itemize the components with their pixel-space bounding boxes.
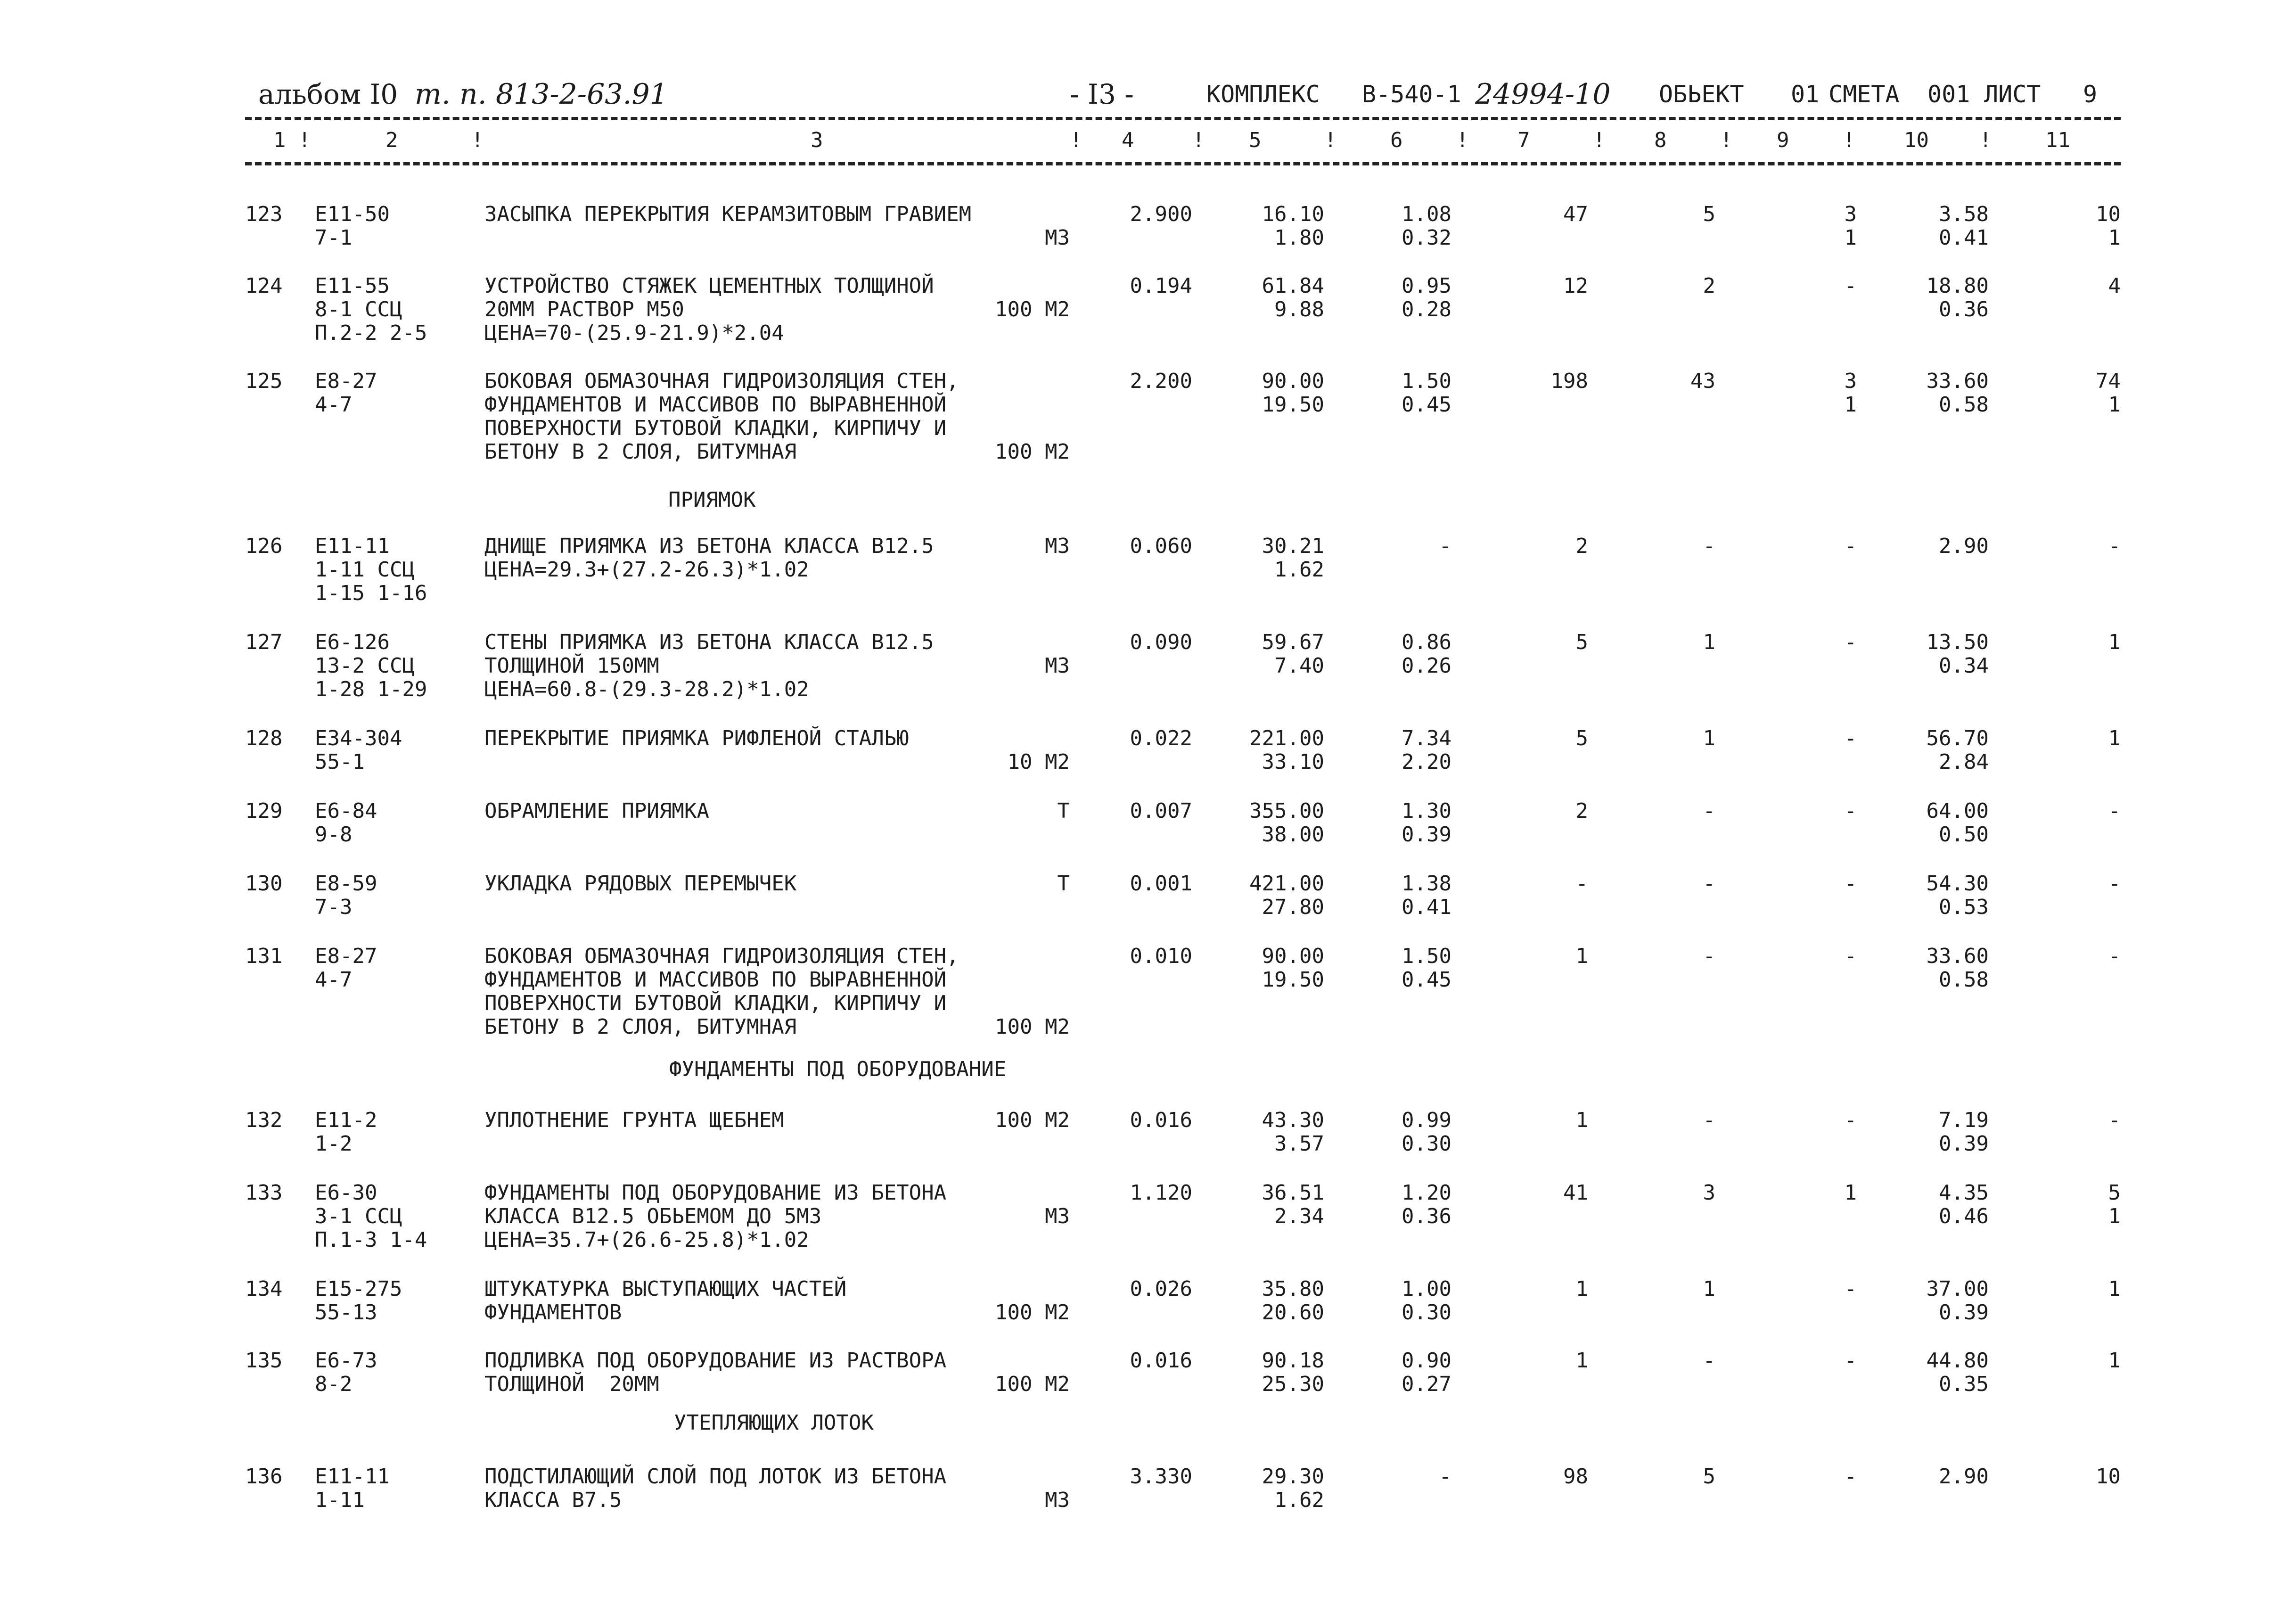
cell-unit: 10 М2 — [1007, 750, 1070, 774]
col-4: 4 — [1122, 128, 1134, 152]
cell-c9: - — [1844, 630, 1857, 654]
cell-c11: - — [2108, 872, 2121, 896]
album-label: альбом I0 — [258, 78, 398, 110]
cell-price: 30.21 1.62 — [1262, 534, 1324, 582]
cell-price: 90.00 19.50 — [1262, 369, 1324, 417]
cell-wage: 1.50 0.45 — [1402, 369, 1451, 417]
cell-desc: УКЛАДКА РЯДОВЫХ ПЕРЕМЫЧЕК — [484, 872, 797, 896]
cell-wage: 0.86 0.26 — [1402, 630, 1451, 678]
cell-desc: ЗАСЫПКА ПЕРЕКРЫТИЯ КЕРАМЗИТОВЫМ ГРАВИЕМ — [484, 202, 972, 226]
cell-wage: 0.95 0.28 — [1402, 274, 1451, 321]
cell-code: E11-55 8-1 ССЦ П.2-2 2-5 — [315, 274, 427, 345]
cell-code: E8-27 4-7 — [315, 369, 377, 417]
col-10-sep: ! — [1979, 128, 1992, 152]
cell-code: E6-84 9-8 — [315, 799, 377, 847]
cell-c9: - — [1844, 944, 1857, 968]
header-rule-top — [245, 117, 2121, 120]
col-10: 10 — [1904, 128, 1929, 152]
cell-c8: 3 — [1703, 1181, 1715, 1205]
cell-c8: - — [1703, 1108, 1715, 1132]
header-rule-bottom — [245, 162, 2121, 165]
cell-num: 126 — [245, 534, 283, 558]
cell-unit: 100 М2 — [995, 1372, 1070, 1396]
cell-c9: - — [1844, 274, 1857, 298]
cell-price: 61.84 9.88 — [1262, 274, 1324, 321]
cell-wage: 1.38 0.41 — [1402, 872, 1451, 919]
cell-desc: ШТУКАТУРКА ВЫСТУПАЮЩИХ ЧАСТЕЙ ФУНДАМЕНТОВ — [484, 1277, 847, 1325]
cell-unit: М3 — [1045, 534, 1070, 558]
cell-desc: ДНИЩЕ ПРИЯМКА ИЗ БЕТОНА КЛАССА В12.5 ЦЕНА=29.3+(27.2-26.3)*1.02 — [484, 534, 934, 582]
cell-c8: 2 — [1703, 274, 1715, 298]
sheet-num: 9 — [2083, 81, 2098, 108]
cell-c11: 1 — [2108, 1277, 2121, 1301]
cell-wage: 1.30 0.39 — [1402, 799, 1451, 847]
object-label: ОБЬЕКТ — [1659, 81, 1744, 108]
cell-c9: 3 1 — [1844, 202, 1857, 250]
cell-unit: 100 М2 — [995, 297, 1070, 321]
cell-price: 43.30 3.57 — [1262, 1108, 1324, 1156]
cell-num: 127 — [245, 630, 283, 654]
cell-c8: - — [1703, 872, 1715, 896]
cell-num: 133 — [245, 1181, 283, 1205]
cell-c10: 56.70 2.84 — [1926, 726, 1989, 774]
cell-c8: - — [1703, 534, 1715, 558]
cell-c7: 1 — [1575, 1108, 1588, 1132]
cell-unit: 100 М2 — [995, 1300, 1070, 1325]
cell-desc: ПОДСТИЛАЮЩИЙ СЛОЙ ПОД ЛОТОК ИЗ БЕТОНА КЛАССА В7.5 — [484, 1465, 947, 1512]
cell-c10: 54.30 0.53 — [1926, 872, 1989, 919]
cell-c7: 5 — [1575, 726, 1588, 750]
cell-c11: - — [2108, 799, 2121, 823]
cell-c10: 2.90 — [1939, 534, 1989, 558]
cell-unit: 100 М2 — [995, 1108, 1070, 1132]
cell-wage: 1.00 0.30 — [1402, 1277, 1451, 1325]
complex-code: В-540-1 — [1362, 81, 1461, 108]
cell-desc: УПЛОТНЕНИЕ ГРУНТА ЩЕБНЕМ — [484, 1108, 784, 1132]
cell-wage: 0.99 0.30 — [1402, 1108, 1451, 1156]
col-8: 8 — [1654, 128, 1667, 152]
cell-c11: 1 — [2108, 726, 2121, 750]
cell-c7: - — [1575, 872, 1588, 896]
cell-c11: 10 — [2096, 1465, 2121, 1489]
section-heading-foundations: ФУНДАМЕНТЫ ПОД ОБОРУДОВАНИЕ — [669, 1057, 1007, 1081]
cell-unit: М3 — [1045, 1488, 1070, 1512]
cell-price: 421.00 27.80 — [1249, 872, 1324, 919]
cell-qty: 2.900 — [1130, 202, 1192, 226]
cell-unit: Т — [1057, 872, 1070, 896]
cell-code: E11-50 7-1 — [315, 202, 390, 250]
cell-c10: 64.00 0.50 — [1926, 799, 1989, 847]
estimate-num: 001 — [1927, 81, 1970, 108]
cell-unit: М3 — [1045, 226, 1070, 250]
cell-num: 136 — [245, 1465, 283, 1489]
cell-code: E8-27 4-7 — [315, 944, 377, 992]
cell-unit: М3 — [1045, 1204, 1070, 1228]
cell-c11: - — [2108, 534, 2121, 558]
cell-c8: 1 — [1703, 630, 1715, 654]
cell-c11: - — [2108, 944, 2121, 968]
cell-c10: 7.19 0.39 — [1939, 1108, 1989, 1156]
cell-c7: 2 — [1575, 799, 1588, 823]
cell-c7: 98 — [1563, 1465, 1588, 1489]
cell-num: 123 — [245, 202, 283, 226]
col-9: 9 — [1777, 128, 1789, 152]
cell-c8: - — [1703, 1349, 1715, 1373]
cell-c11: 74 1 — [2096, 369, 2121, 417]
cell-c10: 44.80 0.35 — [1926, 1349, 1989, 1396]
cell-desc: ПЕРЕКРЫТИЕ ПРИЯМКА РИФЛЕНОЙ СТАЛЬЮ — [484, 726, 909, 750]
cell-desc: ПОДЛИВКА ПОД ОБОРУДОВАНИЕ ИЗ РАСТВОРА ТОЛЩИНОЙ 20ММ — [484, 1349, 947, 1396]
cell-price: 35.80 20.60 — [1262, 1277, 1324, 1325]
cell-num: 130 — [245, 872, 283, 896]
project-ref: т. п. 813-2-63.91 — [415, 78, 668, 111]
cell-num: 129 — [245, 799, 283, 823]
cell-qty: 0.010 — [1130, 944, 1192, 968]
cell-code: E15-275 55-13 — [315, 1277, 402, 1325]
cell-c8: - — [1703, 799, 1715, 823]
estimate-label: СМЕТА — [1829, 81, 1900, 108]
col-3-sep: ! — [1070, 128, 1082, 152]
cell-code: E11-2 1-2 — [315, 1108, 377, 1156]
cell-c11: - — [2108, 1108, 2121, 1132]
col-3: 3 — [811, 128, 823, 152]
cell-c10: 13.50 0.34 — [1926, 630, 1989, 678]
column-number-row — [245, 128, 2121, 161]
cell-c10: 2.90 — [1939, 1465, 1989, 1489]
cell-wage: 7.34 2.20 — [1402, 726, 1451, 774]
col-9-sep: ! — [1843, 128, 1855, 152]
cell-desc: УСТРОЙСТВО СТЯЖЕК ЦЕМЕНТНЫХ ТОЛЩИНОЙ 20ММ РАСТВОР М50 ЦЕНА=70-(25.9-21.9)*2.04 — [484, 274, 934, 345]
cell-c8: 1 — [1703, 726, 1715, 750]
cell-price: 90.18 25.30 — [1262, 1349, 1324, 1396]
cell-unit: 100 М2 — [995, 440, 1070, 464]
cell-c8: 5 — [1703, 1465, 1715, 1489]
cell-c9: 3 1 — [1844, 369, 1857, 417]
cell-c9: - — [1844, 1277, 1857, 1301]
cell-code: E6-73 8-2 — [315, 1349, 377, 1396]
cell-unit: Т — [1057, 799, 1070, 823]
cell-c11: 5 1 — [2108, 1181, 2121, 1228]
sheet-label: ЛИСТ — [1984, 81, 2041, 108]
cell-price: 90.00 19.50 — [1262, 944, 1324, 992]
cell-qty: 0.026 — [1130, 1277, 1192, 1301]
cell-price: 355.00 38.00 — [1249, 799, 1324, 847]
cell-price: 221.00 33.10 — [1249, 726, 1324, 774]
section-heading-trays: УТЕПЛЯЮЩИХ ЛОТОК — [674, 1411, 874, 1435]
col-5: 5 — [1249, 128, 1262, 152]
cell-qty: 0.090 — [1130, 630, 1192, 654]
cell-code: E6-30 3-1 ССЦ П.1-3 1-4 — [315, 1181, 427, 1252]
cell-c8: 5 — [1703, 202, 1715, 226]
cell-desc: БОКОВАЯ ОБМАЗОЧНАЯ ГИДРОИЗОЛЯЦИЯ СТЕН, ФУНДАМЕНТОВ И МАССИВОВ ПО ВЫРАВНЕННОЙ ПОВЕРХНОСТИ БУТОВОЙ КЛАДКИ, КИРПИЧУ И БЕТОНУ В 2 СЛОЯ, БИТУМНАЯ — [484, 369, 959, 464]
cell-wage: 1.08 0.32 — [1402, 202, 1451, 250]
cell-c10: 37.00 0.39 — [1926, 1277, 1989, 1325]
cell-code: E11-11 1-11 — [315, 1465, 390, 1512]
cell-c9: - — [1844, 872, 1857, 896]
col-7: 7 — [1517, 128, 1530, 152]
cell-wage: - — [1439, 1465, 1451, 1489]
cell-price: 29.30 1.62 — [1262, 1465, 1324, 1512]
cell-num: 128 — [245, 726, 283, 750]
cell-price: 59.67 7.40 — [1262, 630, 1324, 678]
cell-c10: 4.35 0.46 — [1939, 1181, 1989, 1228]
cell-num: 125 — [245, 369, 283, 393]
cell-c10: 33.60 0.58 — [1926, 944, 1989, 992]
cell-unit: М3 — [1045, 654, 1070, 678]
col-2: 2 — [385, 128, 398, 152]
cell-c8: - — [1703, 944, 1715, 968]
cell-qty: 1.120 — [1130, 1181, 1192, 1205]
cell-c11: 1 — [2108, 630, 2121, 654]
cell-qty: 0.016 — [1130, 1108, 1192, 1132]
cell-wage: 1.20 0.36 — [1402, 1181, 1451, 1228]
cell-num: 135 — [245, 1349, 283, 1373]
col-1: 1 ! — [273, 128, 311, 152]
cell-c7: 198 — [1550, 369, 1588, 393]
col-4-sep: ! — [1192, 128, 1205, 152]
cell-c8: 43 — [1690, 369, 1715, 393]
cell-desc: СТЕНЫ ПРИЯМКА ИЗ БЕТОНА КЛАССА В12.5 ТОЛЩИНОЙ 150ММ ЦЕНА=60.8-(29.3-28.2)*1.02 — [484, 630, 934, 701]
cell-wage: - — [1439, 534, 1451, 558]
cell-desc: БОКОВАЯ ОБМАЗОЧНАЯ ГИДРОИЗОЛЯЦИЯ СТЕН, ФУНДАМЕНТОВ И МАССИВОВ ПО ВЫРАВНЕННОЙ ПОВЕРХНОСТИ БУТОВОЙ КЛАДКИ, КИРПИЧУ И БЕТОНУ В 2 СЛОЯ, БИТУМНАЯ — [484, 944, 959, 1039]
complex-label: КОМПЛЕКС — [1206, 81, 1320, 108]
section-heading-pit: ПРИЯМОК — [668, 488, 756, 512]
cell-qty: 0.060 — [1130, 534, 1192, 558]
page-number: - I3 - — [1070, 78, 1134, 110]
cell-c11: 1 — [2108, 1349, 2121, 1373]
cell-c7: 41 — [1563, 1181, 1588, 1205]
cell-code: E8-59 7-3 — [315, 872, 377, 919]
col-6-sep: ! — [1456, 128, 1469, 152]
cell-c10: 3.58 0.41 — [1939, 202, 1989, 250]
cell-qty: 0.022 — [1130, 726, 1192, 750]
cell-c9: - — [1844, 534, 1857, 558]
cell-desc: ОБРАМЛЕНИЕ ПРИЯМКА — [484, 799, 709, 823]
cell-num: 132 — [245, 1108, 283, 1132]
col-11: 11 — [2045, 128, 2070, 152]
cell-c7: 12 — [1563, 274, 1588, 298]
object-num: 01 — [1791, 81, 1820, 108]
cell-c7: 1 — [1575, 944, 1588, 968]
cell-c9: - — [1844, 726, 1857, 750]
complex-num: 24994-10 — [1475, 78, 1611, 111]
cell-c8: 1 — [1703, 1277, 1715, 1301]
cell-price: 36.51 2.34 — [1262, 1181, 1324, 1228]
cell-qty: 0.001 — [1130, 872, 1192, 896]
cell-c9: - — [1844, 799, 1857, 823]
cell-code: E34-304 55-1 — [315, 726, 402, 774]
cell-c7: 5 — [1575, 630, 1588, 654]
cell-wage: 1.50 0.45 — [1402, 944, 1451, 992]
cell-c11: 4 — [2108, 274, 2121, 298]
cell-c10: 33.60 0.58 — [1926, 369, 1989, 417]
cell-c7: 47 — [1563, 202, 1588, 226]
cell-c11: 10 1 — [2096, 202, 2121, 250]
cell-c7: 1 — [1575, 1277, 1588, 1301]
cell-code: E11-11 1-11 ССЦ 1-15 1-16 — [315, 534, 427, 605]
cell-c9: 1 — [1844, 1181, 1857, 1205]
cell-qty: 3.330 — [1130, 1465, 1192, 1489]
col-2-sep: ! — [471, 128, 484, 152]
cell-c9: - — [1844, 1349, 1857, 1373]
cell-qty: 0.007 — [1130, 799, 1192, 823]
col-6: 6 — [1390, 128, 1403, 152]
cell-qty: 0.194 — [1130, 274, 1192, 298]
cell-price: 16.10 1.80 — [1262, 202, 1324, 250]
cell-desc: ФУНДАМЕНТЫ ПОД ОБОРУДОВАНИЕ ИЗ БЕТОНА КЛАССА В12.5 ОБЬЕМОМ ДО 5М3 ЦЕНА=35.7+(26.6-25.8)*1.02 — [484, 1181, 947, 1252]
cell-code: E6-126 13-2 ССЦ 1-28 1-29 — [315, 630, 427, 701]
col-5-sep: ! — [1324, 128, 1337, 152]
cell-qty: 0.016 — [1130, 1349, 1192, 1373]
cell-c9: - — [1844, 1108, 1857, 1132]
cell-c10: 18.80 0.36 — [1926, 274, 1989, 321]
cell-c9: - — [1844, 1465, 1857, 1489]
cell-num: 124 — [245, 274, 283, 298]
cell-qty: 2.200 — [1130, 369, 1192, 393]
cell-c7: 2 — [1575, 534, 1588, 558]
cell-unit: 100 М2 — [995, 1015, 1070, 1039]
cell-num: 134 — [245, 1277, 283, 1301]
cell-c7: 1 — [1575, 1349, 1588, 1373]
col-7-sep: ! — [1593, 128, 1606, 152]
cell-num: 131 — [245, 944, 283, 968]
cell-wage: 0.90 0.27 — [1402, 1349, 1451, 1396]
col-8-sep: ! — [1720, 128, 1733, 152]
